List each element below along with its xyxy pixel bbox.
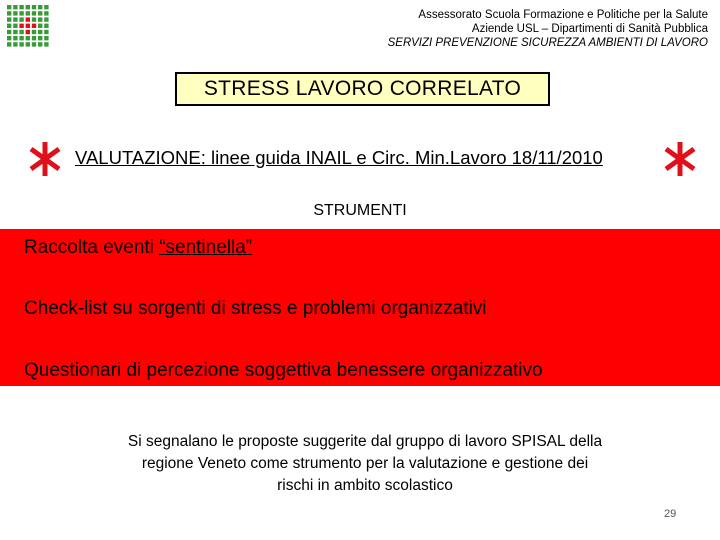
- logo-square: [38, 30, 42, 34]
- logo-square: [32, 11, 36, 15]
- logo-square: [7, 42, 11, 46]
- note-line-3: rischi in ambito scolastico: [277, 477, 453, 494]
- asterisk-star-icon: [28, 140, 62, 178]
- logo-square: [32, 36, 36, 40]
- page-title-text: STRESS LAVORO CORRELATO: [203, 77, 522, 100]
- logo-square: [26, 36, 30, 40]
- logo-square: [7, 36, 11, 40]
- logo-square: [7, 30, 11, 34]
- logo-square: [26, 17, 30, 21]
- note-paragraph: [80, 431, 650, 497]
- note-line-2: regione Veneto come strumento per la valutazione e gestione dei: [141, 455, 589, 472]
- logo-square: [32, 42, 36, 46]
- logo-square: [13, 36, 17, 40]
- logo-square: [44, 5, 48, 9]
- logo-square: [13, 5, 17, 9]
- logo-square: [13, 11, 17, 15]
- note-line-1: Si segnalano le proposte suggerite dal gruppo di lavoro SPISAL della: [127, 433, 603, 450]
- logo-square: [26, 30, 30, 34]
- list-item-text: Questionari di percezione soggettiva benessere organizzativo: [24, 360, 543, 381]
- logo-square: [26, 24, 30, 28]
- logo-square: [32, 17, 36, 21]
- logo-square: [7, 5, 11, 9]
- logo-square: [26, 42, 30, 46]
- list-item: [24, 298, 487, 320]
- logo-square: [32, 30, 36, 34]
- logo-square: [26, 5, 30, 9]
- logo-square: [32, 5, 36, 9]
- logo-square: [7, 17, 11, 21]
- list-item-text: Check-list su sorgenti di stress e problemi organizzativi: [24, 298, 487, 319]
- list-item: [24, 237, 252, 259]
- logo-square: [26, 11, 30, 15]
- logo-square: [44, 24, 48, 28]
- logo-square: [38, 42, 42, 46]
- asterisk-star-icon: [663, 140, 697, 178]
- list-item: [24, 360, 543, 382]
- region-logo-icon: [6, 4, 50, 48]
- logo-square: [19, 17, 23, 21]
- logo-square: [19, 30, 23, 34]
- logo-square: [7, 11, 11, 15]
- strumenti-heading: STRUMENTI: [313, 202, 407, 219]
- logo-square: [19, 5, 23, 9]
- logo-square: [19, 42, 23, 46]
- logo-square: [44, 11, 48, 15]
- header-line-2: Aziende USL – Dipartimenti di Sanità Pubblica: [471, 23, 708, 35]
- logo-square: [38, 5, 42, 9]
- logo-square: [13, 17, 17, 21]
- logo-square: [13, 30, 17, 34]
- logo-square: [19, 24, 23, 28]
- logo-square: [44, 42, 48, 46]
- logo-square: [32, 24, 36, 28]
- logo-square: [38, 17, 42, 21]
- logo-square: [44, 30, 48, 34]
- logo-square: [38, 11, 42, 15]
- logo-square: [44, 17, 48, 21]
- valutazione-heading: VALUTAZIONE: linee guida INAIL e Circ. Min.Lavoro 18/11/2010: [75, 147, 603, 168]
- logo-square: [19, 11, 23, 15]
- header-line-3: SERVIZI PREVENZIONE SICUREZZA AMBIENTI DI LAVORO: [387, 37, 708, 49]
- header-line-1: Assessorato Scuola Formazione e Politiche per la Salute: [418, 9, 708, 21]
- logo-square: [19, 36, 23, 40]
- header: [388, 8, 708, 50]
- logo-square: [13, 24, 17, 28]
- page-number: 29: [664, 508, 677, 520]
- logo-square: [38, 36, 42, 40]
- list-item-underlined: “sentinella”: [159, 237, 253, 258]
- logo-square: [7, 24, 11, 28]
- page-title: [175, 72, 550, 106]
- list-item-text: Raccolta eventi: [24, 237, 160, 258]
- logo-square: [13, 42, 17, 46]
- logo-square: [38, 24, 42, 28]
- logo-square: [44, 36, 48, 40]
